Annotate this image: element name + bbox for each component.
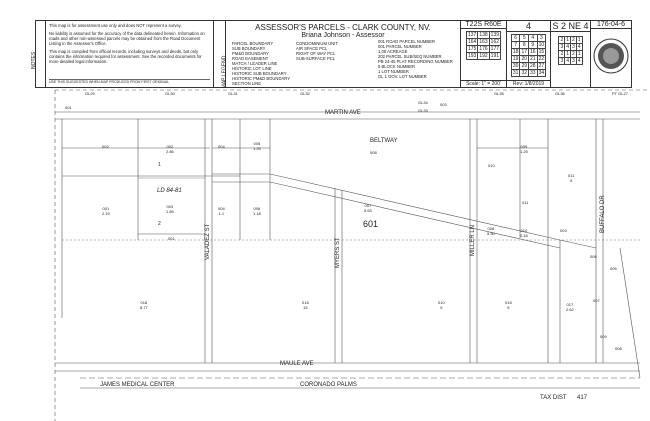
- notes-tab: [31, 21, 46, 87]
- legend-line: ROAD EASEMENT: [232, 56, 269, 61]
- book-page: 176-04-6: [591, 21, 631, 29]
- section-number: 4: [507, 21, 550, 32]
- legend-code: GL 1 GOV. LOT NUMBER: [378, 74, 427, 79]
- township-grid: 137 138 139 164 163 162 175 176 177 193 192 191: [467, 32, 500, 59]
- legend-code: 202 PARCEL SUB/SEQ NUMBER: [378, 54, 442, 59]
- subsection-panel: [551, 21, 591, 87]
- block-601: 601: [363, 219, 379, 229]
- legend-symbol: SUB-SURFACE PCL: [296, 56, 336, 61]
- gov-lot: PT GL27: [612, 91, 628, 96]
- parcel-label: 018 15: [302, 300, 309, 310]
- small-label: 001: [65, 105, 72, 110]
- legend-lines: [232, 41, 292, 86]
- gov-lot: GL36: [555, 91, 565, 96]
- township-panel: [461, 21, 507, 87]
- gov-lot: GL32: [300, 91, 310, 96]
- legend-tab: [214, 21, 226, 87]
- section-panel: [507, 21, 551, 87]
- map-title: ASSESSOR'S PARCELS - CLARK COUNTY, NV.: [255, 23, 431, 32]
- road-martin-ave: MARTIN AVE: [325, 110, 361, 116]
- legend-code: 001 ROAD PARCEL NUMBER: [378, 39, 436, 44]
- parcel-label: 010 0.18: [520, 228, 528, 238]
- parcel-label: 008: [370, 150, 377, 155]
- notes-footer: USE THIS SUGGESTED WHEN MAP PRODUCED FROM FIRST ORIGINAL: [49, 79, 210, 85]
- small-label: 006: [590, 254, 597, 259]
- notes-tab-label: NOTES: [31, 51, 37, 69]
- subsection-grid: 2 1 2 1 3 4 3 4 2 1 2 1 3 4 3 4: [560, 37, 581, 64]
- parcel-label: 004 1.1: [218, 206, 225, 216]
- legend-line: MATCH / LEADER LINE: [232, 61, 278, 66]
- parcel-label: 005 1.25: [253, 141, 261, 151]
- small-label: 001: [168, 236, 175, 241]
- gov-lot: GL34: [418, 100, 428, 105]
- small-label: 010: [488, 163, 495, 168]
- map-labels: [0, 88, 650, 421]
- legend-line: HISTORIC LOT LINE: [232, 66, 272, 71]
- parcel-label: 004: [218, 144, 225, 149]
- legend-code: 5 BLOCK NUMBER: [378, 64, 416, 69]
- parcel-label: 017 2.62: [566, 302, 574, 312]
- assessor-name: Briana Johnson - Assessor: [301, 32, 385, 39]
- legend-line: SUB BOUNDARY: [232, 46, 266, 51]
- parcel-label: 002: [102, 144, 109, 149]
- small-label: 003: [560, 228, 567, 233]
- tax-dist-value: 417: [577, 395, 588, 401]
- legend-panel: [226, 21, 461, 87]
- legend-codes: [378, 39, 458, 79]
- road-myers-st: MYERS ST: [335, 237, 341, 268]
- legend-line: SECTION LINE: [232, 81, 262, 86]
- road-maule-ave: MAULE AVE: [280, 361, 314, 367]
- small-label: 008: [615, 346, 622, 351]
- small-label: 011: [522, 200, 529, 205]
- lot-number: 2: [158, 221, 161, 227]
- parcel-label: 001 2.19: [102, 206, 110, 216]
- legend-code: 001 PARCEL NUMBER: [378, 44, 422, 49]
- parcel-label: 008 5.30: [487, 226, 495, 236]
- legend-code: PB 24-45 PLAT RECORDING NUMBER: [378, 59, 453, 64]
- section-label: S 2 NE 4: [552, 21, 589, 31]
- notes-body-2: This map is compiled from official records, including surveys and deeds, but only contains the information required for assessment. See the recorded documents for more detailed legal information.: [49, 49, 202, 64]
- parcel-label: 003 1.89: [166, 204, 174, 214]
- parcel-label: 009 1.25: [520, 144, 528, 154]
- lot-number: 1: [158, 162, 161, 168]
- legend-line: HISTORIC SUB BOUNDARY: [232, 71, 287, 76]
- legend-symbol: AIR SPACE PCL: [296, 46, 328, 51]
- disclaimer: This map is for assessment use only and does NOT represent a survey.: [49, 23, 182, 28]
- revision-date: Rev: 1/8/2019: [507, 80, 550, 87]
- book-page-panel: [591, 21, 631, 87]
- subdivision-label: JAMES MEDICAL CENTER: [100, 382, 175, 388]
- township-label: T22S R60E: [461, 21, 506, 29]
- tax-dist-label: TAX DIST: [540, 395, 567, 401]
- gov-lot: GL35: [494, 91, 504, 96]
- road-miller-ln: MILLER LN: [470, 224, 476, 256]
- parcel-label: 011 5: [568, 173, 575, 183]
- road-buffalo-dr: BUFFALO DR: [600, 195, 606, 233]
- legend-tab-label: MAP LEGEND: [221, 55, 228, 89]
- subdivision-label: CORONADO PALMS: [300, 382, 357, 388]
- legend-symbol: RIGHT OF WAY PCL: [296, 51, 336, 56]
- parcel-label: 006 1.18: [253, 206, 261, 216]
- section-grid: 6 5 4 3 7 8 9 10 18 17 16 15 19 20 21 22 30 29 28 27 31 32 33 34: [512, 35, 545, 76]
- notes-panel: [46, 21, 214, 87]
- map-header: [31, 20, 632, 89]
- parcel-label: 007 5.63: [364, 203, 372, 213]
- legend-line: PARCEL BOUNDARY: [232, 41, 274, 46]
- small-label: 005: [610, 266, 617, 271]
- legend-code: 1 LOT NUMBER: [378, 69, 409, 74]
- small-label: 009: [600, 334, 607, 339]
- small-label: 003: [440, 102, 447, 107]
- legend-line: PM&D BOUNDARY: [232, 51, 269, 56]
- road-valadez-st: VALADEZ ST: [205, 223, 211, 260]
- parcel-label: 010 5: [438, 300, 445, 310]
- parcel-label: 018 8.77: [140, 300, 148, 310]
- county-seal-icon: [591, 29, 631, 83]
- small-label: 007: [593, 298, 600, 303]
- scale: Scale: 1" = 200': [461, 80, 506, 87]
- notes-body: No liability is assumed for the accuracy of the data delineated herein. Information on roads and other non-assessed parcels may be obtained from the Road Document Listing in the Assessor's Office.: [49, 31, 205, 46]
- legend-symbol: CONDOMINIUM UNIT: [296, 41, 338, 46]
- legend-code: 1.00 ACREAGE: [378, 49, 408, 54]
- gov-lot: GL33: [418, 108, 428, 113]
- gov-lot: GL30: [165, 91, 175, 96]
- legend-line: HISTORIC PM&D BOUNDARY: [232, 76, 291, 81]
- parcel-label: 018 5: [505, 300, 512, 310]
- gov-lot: GL31: [228, 91, 238, 96]
- gov-lot: GL29: [85, 91, 95, 96]
- parcel-label: 002 2.86: [166, 144, 174, 154]
- plat-ld: LD 84-81: [157, 188, 182, 194]
- road-beltway: BELTWAY: [370, 138, 398, 144]
- legend-symbols: [296, 41, 351, 61]
